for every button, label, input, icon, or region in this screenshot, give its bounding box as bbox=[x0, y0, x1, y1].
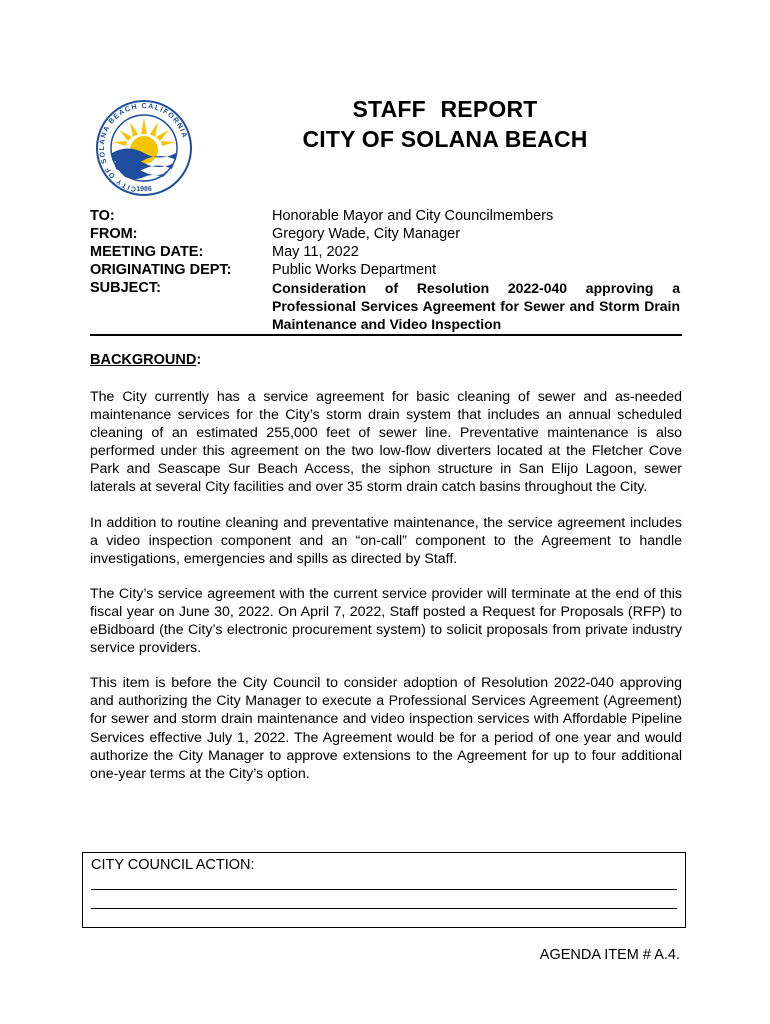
council-action-line bbox=[91, 908, 677, 909]
agenda-item-number: AGENDA ITEM # A.4. bbox=[539, 947, 680, 963]
to-value: Honorable Mayor and City Councilmembers bbox=[272, 208, 554, 224]
council-action-label: CITY COUNCIL ACTION: bbox=[91, 857, 255, 873]
to-label: TO: bbox=[90, 208, 115, 224]
background-heading: BACKGROUND: bbox=[90, 352, 202, 368]
meeting-date-label: MEETING DATE: bbox=[90, 244, 204, 260]
from-value: Gregory Wade, City Manager bbox=[272, 226, 461, 242]
to-row bbox=[90, 207, 682, 225]
seal-ring-text: CITY OF SOLANA BEACH CALIFORNIA bbox=[97, 100, 190, 195]
meeting-date-value: May 11, 2022 bbox=[272, 244, 359, 260]
paragraph: The City’s service agreement with the current service provider will terminate at the end of this fiscal year on June 30, 2022. On April 7, 2022, Staff posted a Request for Proposals (RFP) to eBidboard (the City’s electronic procurement system) to solicit proposals from private industry service providers. bbox=[90, 585, 682, 657]
background-body bbox=[90, 388, 682, 800]
from-row bbox=[90, 225, 682, 243]
memo-header bbox=[90, 207, 682, 332]
originating-dept-label: ORIGINATING DEPT: bbox=[90, 262, 232, 278]
subject-label: SUBJECT: bbox=[90, 280, 161, 296]
paragraph: In addition to routine cleaning and preventative maintenance, the service agreement includes a video inspection component and an “on-call” component to the Agreement to handle investigations, emergencies and spills as directed by Staff. bbox=[90, 514, 682, 567]
wave-icon bbox=[112, 149, 176, 180]
subject-value: Consideration of Resolution 2022-040 approving a Professional Services Agreement for Sewer and Storm Drain Maintenance and Video Inspection bbox=[272, 280, 680, 332]
council-action-box bbox=[82, 852, 686, 928]
city-seal-logo bbox=[86, 98, 202, 198]
seal-year: 1986 bbox=[136, 186, 152, 193]
header-divider bbox=[90, 334, 682, 336]
originating-dept-value: Public Works Department bbox=[272, 262, 437, 278]
report-title: STAFF REPORT bbox=[352, 96, 538, 122]
from-label: FROM: bbox=[90, 226, 138, 242]
council-action-line bbox=[91, 889, 677, 890]
paragraph: This item is before the City Council to consider adoption of Resolution 2022-040 approving and authorizing the City Manager to execute a Professional Services Agreement (Agreement) for sewer and storm drain maintenance and video inspection services with Affordable Pipeline Services effective July 1, 2022. The Agreement would be for a period of one year and would authorize the City Manager to approve extensions to the Agreement for up to four additional one-year terms at the City’s option. bbox=[90, 675, 682, 782]
city-title: CITY OF SOLANA BEACH bbox=[302, 126, 588, 152]
originating-dept-row bbox=[90, 261, 682, 279]
meeting-date-row bbox=[90, 243, 682, 261]
paragraph: The City currently has a service agreement for basic cleaning of sewer and as-needed maintenance services for the City’s storm drain system that includes an annual scheduled cleaning of an estimated 255,000 feet of sewer line. Preventative maintenance is also performed under this agreement on the two low-flow diverters located at the Fletcher Cove Park and Seascape Sur Beach Access, the siphon structure in San Elijo Lagoon, sewer laterals at several City facilities and over 35 storm drain catch basins throughout the City. bbox=[90, 389, 682, 496]
subject-row bbox=[90, 279, 682, 332]
